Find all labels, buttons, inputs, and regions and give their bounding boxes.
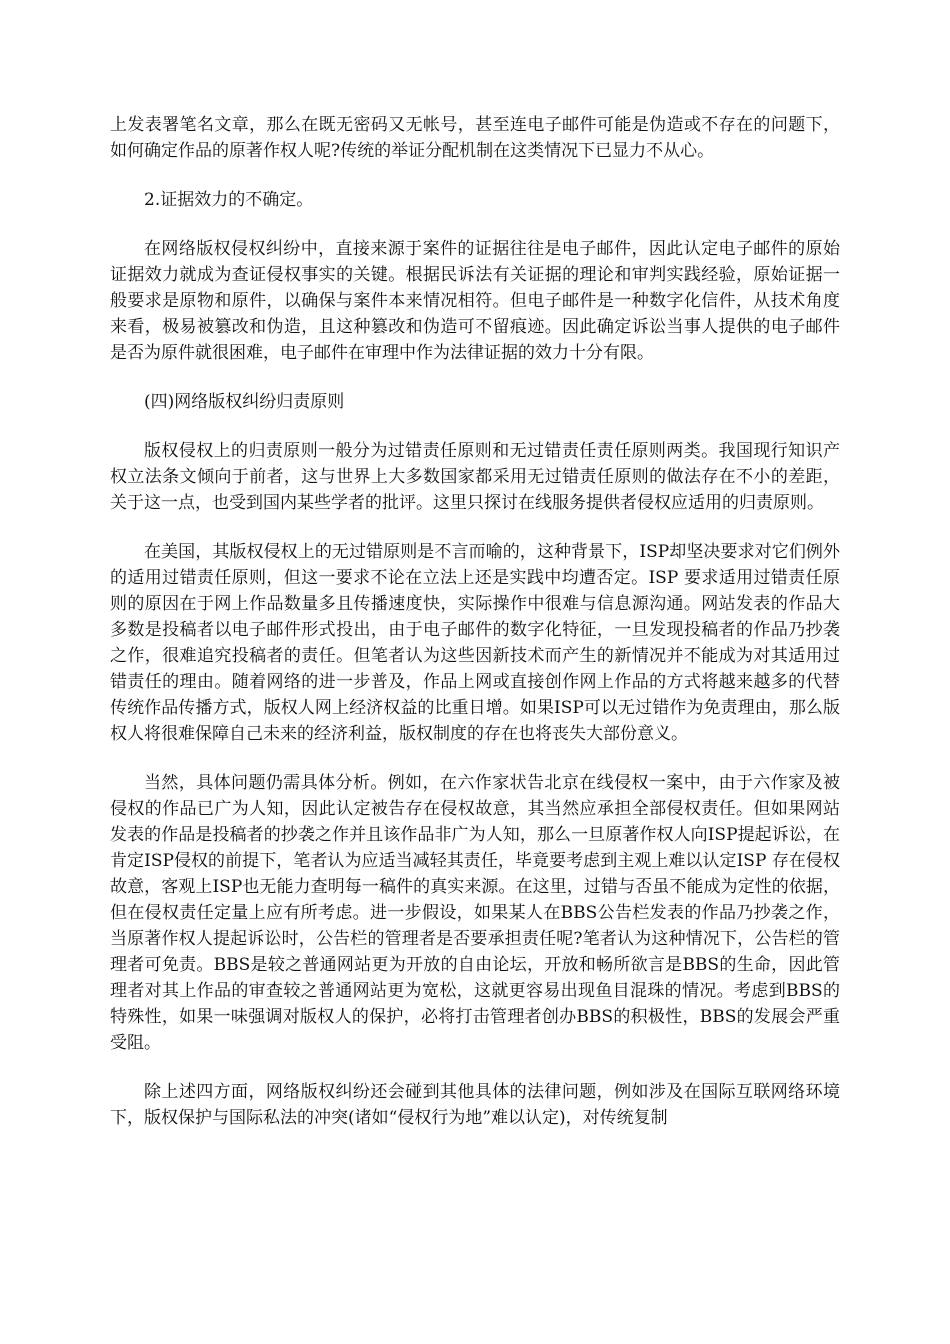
section-heading-liability-principle: (四)网络版权纠纷归责原则 xyxy=(144,392,345,412)
paragraph-liability-principles: 版权侵权上的归责原则一般分为过错责任原则和无过错责任责任原则两类。我国现行知识产权立法条文倾向于前者，这与世界上大多数国家都采用无过错责任原则的做法存在不小的差距，关于这一点，也受到国内某些学者的批评。这里只探讨在线服务提供者侵权应适用的归责原则。 xyxy=(110,441,840,513)
document-page xyxy=(110,112,840,1154)
paragraph-continuation: 上发表署笔名文章，那么在既无密码又无帐号，甚至连电子邮件可能是伪造或不存在的问题下，如何确定作品的原著作权人呢?传统的举证分配机制在这类情况下已显力不从心。 xyxy=(110,115,840,161)
paragraph-us-isp: 在美国，其版权侵权上的无过错原则是不言而喻的，这种背景下，ISP却坚决要求对它们例外的适用过错责任原则，但这一要求不论在立法上还是实践中均遭否定。ISP 要求适用过错责任原则的原因在于网上作品数量多且传播速度快，实际操作中很难与信息源沟通。网站发表的作品大多数是投稿者以电子邮件形式投出，由于电子邮件的数字化特征，一旦发现投稿者的作品乃抄袭之作，很难追究投稿者的责任。但笔者认为这些因新技术而产生的新情况并不能成为对其适用过错责任的理由。随着网络的进一步普及，作品上网或直接创作网上作品的方式将越来越多的代替传统作品传播方式，版权人网上经济权益的比重日增。如果ISP可以无过错作为免责理由，那么版权人将很难保障自己未来的经济利益，版权制度的存在也将丧失大部份意义。 xyxy=(110,542,840,744)
paragraph-case-analysis: 当然，具体问题仍需具体分析。例如，在六作家状告北京在线侵权一案中，由于六作家及被侵权的作品已广为人知，因此认定被告存在侵权故意，其当然应承担全部侵权责任。但如果网站发表的作品是投稿者的抄袭之作并且该作品非广为人知，那么一旦原著作权人向ISP提起诉讼，在肯定ISP侵权的前提下，笔者认为应适当减轻其责任，毕竟要考虑到主观上难以认定ISP 存在侵权故意，客观上ISP也无能力查明每一稿件的真实来源。在这里，过错与否虽不能成为定性的依据，但在侵权责任定量上应有所考虑。进一步假设，如果某人在BBS公告栏发表的作品乃抄袭之作，当原著作权人提起诉讼时，公告栏的管理者是否要承担责任呢?笔者认为这种情况下，公告栏的管理者可免责。BBS是较之普通网站更为开放的自由论坛，开放和畅所欲言是BBS的生命，因此管理者对其上作品的审查较之普通网站更为宽松，这就更容易出现鱼目混珠的情况。考虑到BBS的特殊性，如果一味强调对版权人的保护，必将打击管理者创办BBS的积极性，BBS的发展会严重受阻。 xyxy=(110,773,840,1053)
subheading-evidence-effect: 2.证据效力的不确定。 xyxy=(144,190,314,210)
paragraph-email-evidence: 在网络版权侵权纠纷中，直接来源于案件的证据往往是电子邮件，因此认定电子邮件的原始证据效力就成为查证侵权事实的关键。根据民诉法有关证据的理论和审判实践经验，原始证据一般要求是原物和原件，以确保与案件本来情况相符。但电子邮件是一种数字化信件，从技术角度来看，极易被篡改和伪造，且这种篡改和伪造可不留痕迹。因此确定诉讼当事人提供的电子邮件是否为原件就很困难，电子邮件在审理中作为法律证据的效力十分有限。 xyxy=(110,239,840,363)
paragraph-other-issues: 除上述四方面，网络版权纠纷还会碰到其他具体的法律问题，例如涉及在国际互联网络环境下，版权保护与国际私法的冲突(诸如“侵权行为地”难以认定)，对传统复制 xyxy=(110,1082,840,1128)
